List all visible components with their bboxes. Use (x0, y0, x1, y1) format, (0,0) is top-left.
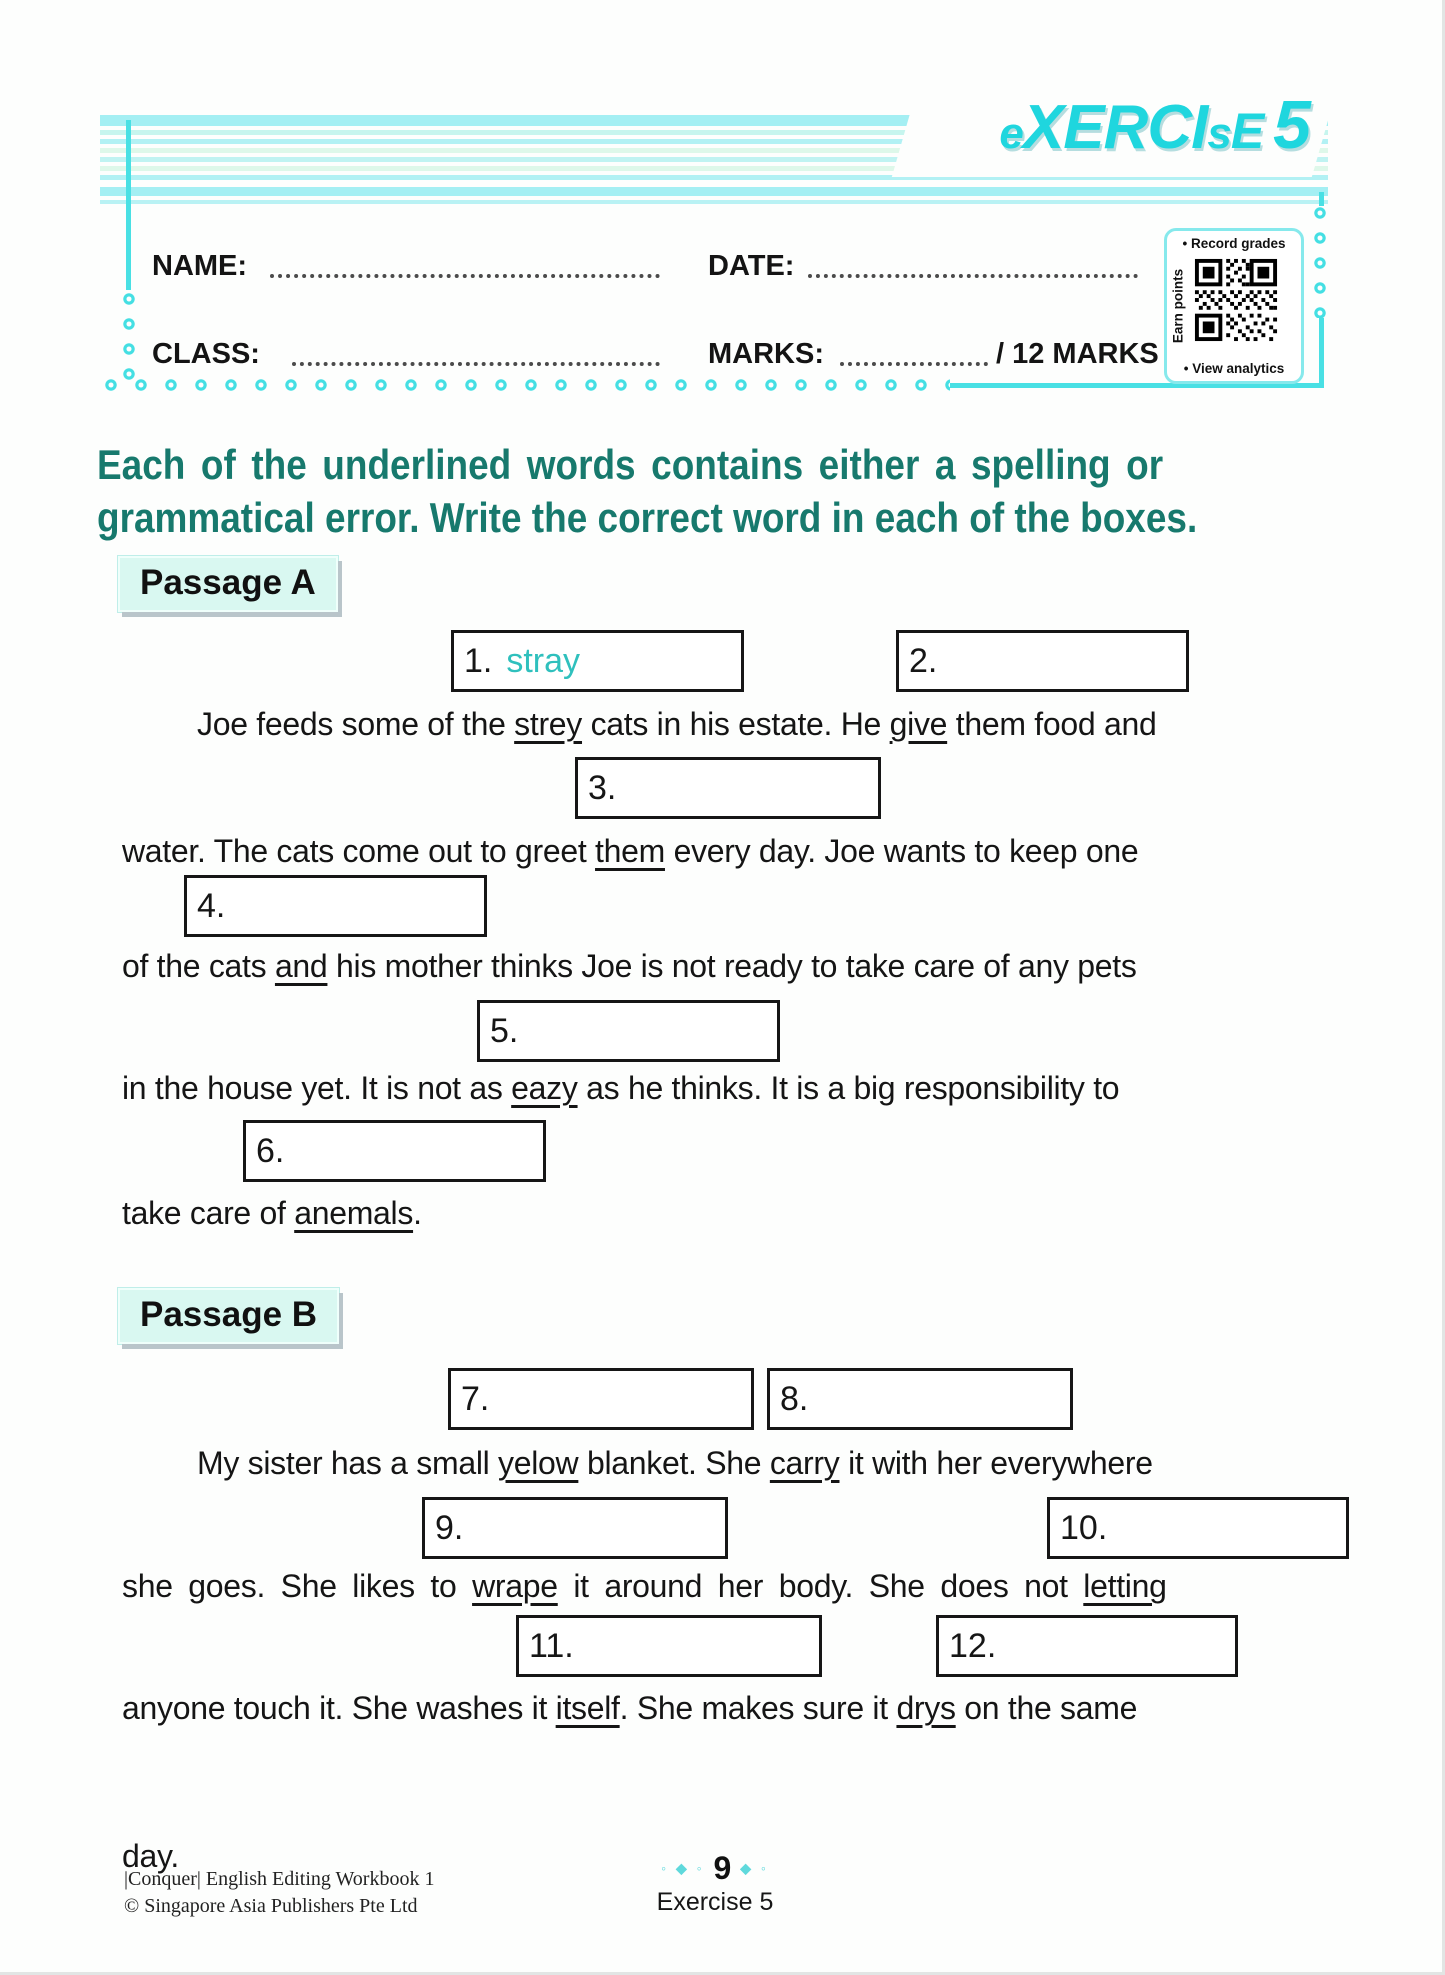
marks-fill-line[interactable] (840, 336, 988, 366)
marks-label: MARKS: (708, 338, 824, 370)
answer-box-6[interactable] (243, 1120, 546, 1182)
text-segment: water. The cats come out to greet (122, 833, 596, 869)
answer-box-number: 2. (909, 641, 938, 680)
answer-box-12[interactable] (936, 1615, 1238, 1677)
title-part: E (1230, 103, 1264, 159)
passage-a-line-1 (197, 706, 1156, 743)
footer-credits (124, 1866, 434, 1920)
answer-box-1[interactable] (451, 630, 744, 692)
frame-rings-bottom (104, 378, 950, 392)
passage-a-line-2 (122, 833, 1138, 870)
instructions (97, 438, 1197, 544)
answer-box-number: 7. (461, 1379, 490, 1418)
title-part: XERCI (1022, 93, 1208, 162)
passage-b-label: Passage B (118, 1288, 339, 1344)
qr-caption-record-grades: • Record grades (1182, 236, 1286, 251)
class-label: CLASS: (152, 338, 260, 370)
text-segment: anyone touch it. She washes it (122, 1690, 556, 1726)
misspelled-word: itself (555, 1690, 620, 1726)
footer-exercise-label: Exercise 5 (656, 1888, 774, 1916)
text-segment: she goes. She likes to (122, 1568, 473, 1604)
page-number-row (600, 1850, 830, 1887)
text-segment: blanket. She (578, 1445, 770, 1481)
frame-line-right-top (1319, 192, 1324, 206)
text-segment: My sister has a small (197, 1445, 499, 1481)
answer-box-number: 10. (1060, 1508, 1108, 1547)
text-segment: day. (122, 1838, 179, 1874)
footer-book-title: |Conquer| English Editing Workbook 1 (124, 1868, 435, 1890)
page-number: 9 (713, 1850, 732, 1886)
answer-box-number: 8. (780, 1379, 809, 1418)
page-title (910, 86, 1310, 164)
text-segment: Joe feeds some of the (197, 706, 515, 742)
text-segment: them food and (947, 706, 1157, 742)
answer-box-9[interactable] (422, 1497, 728, 1559)
misspelled-word: drys (896, 1690, 956, 1726)
answer-box-value: stray (506, 641, 581, 680)
answer-box-number: 4. (197, 886, 226, 925)
text-segment: take care of (122, 1195, 295, 1231)
passage-a-line-3 (122, 948, 1137, 985)
footer-copyright: © Singapore Asia Publishers Pte Ltd (124, 1895, 418, 1917)
answer-box-number: 5. (490, 1011, 519, 1050)
marks-total: / 12 MARKS (996, 338, 1159, 370)
title-part: s (1207, 109, 1231, 158)
answer-box-2[interactable] (896, 630, 1189, 692)
answer-box-8[interactable] (767, 1368, 1073, 1430)
flower-deco-icon: ◆ ◦ (740, 1860, 769, 1876)
answer-box-number: 12. (949, 1626, 997, 1665)
title-part: e (999, 109, 1023, 158)
instructions-line: grammatical error. Write the correct word in each of the boxes. (97, 494, 1198, 541)
text-segment: on the same (955, 1690, 1138, 1726)
misspelled-word: carry (769, 1445, 840, 1481)
frame-line-left (126, 120, 131, 290)
answer-box-10[interactable] (1047, 1497, 1349, 1559)
flower-deco-icon: ◦ ◆ ◦ (661, 1860, 705, 1876)
misspelled-word: and (274, 948, 328, 984)
title-number: 5 (1273, 87, 1310, 163)
answer-box-5[interactable] (477, 1000, 780, 1062)
misspelled-word: yelow (498, 1445, 579, 1481)
date-label: DATE: (708, 250, 795, 282)
passage-a-line-5 (122, 1195, 422, 1232)
text-segment: it with her everywhere (839, 1445, 1153, 1481)
answer-box-11[interactable] (516, 1615, 822, 1677)
misspelled-word: anemals (294, 1195, 414, 1231)
name-label: NAME: (152, 250, 248, 282)
instructions-line: Each of the underlined words contains either a spelling or (97, 441, 1164, 488)
frame-rings-right (1313, 206, 1327, 318)
date-fill-line[interactable] (808, 248, 1138, 278)
misspelled-word: letting (1083, 1568, 1167, 1604)
answer-box-number: 1. (464, 641, 493, 680)
misspelled-word: wrape (472, 1568, 558, 1604)
qr-caption-earn-points: Earn points (1170, 268, 1186, 344)
text-segment: cats in his estate. He (582, 706, 890, 742)
misspelled-word: give (889, 706, 948, 742)
passage-a-line-4 (122, 1070, 1119, 1107)
text-segment: of the cats (122, 948, 275, 984)
text-segment: as he thinks. It is a big responsibility to (577, 1070, 1120, 1106)
answer-box-number: 3. (588, 768, 617, 807)
frame-rings-left (122, 292, 136, 386)
passage-b-line-1 (197, 1445, 1153, 1482)
misspelled-word: strey (514, 706, 583, 742)
class-fill-line[interactable] (292, 336, 660, 366)
text-segment: in the house yet. It is not as (122, 1070, 512, 1106)
passage-b-line-3 (122, 1690, 1137, 1727)
passage-a-label: Passage A (118, 556, 338, 612)
answer-box-number: 6. (256, 1131, 285, 1170)
misspelled-word: eazy (511, 1070, 578, 1106)
answer-box-7[interactable] (448, 1368, 754, 1430)
qr-panel (1164, 228, 1304, 384)
text-segment: it around her body. She does not (557, 1568, 1084, 1604)
name-fill-line[interactable] (270, 248, 660, 278)
text-segment: every day. Joe wants to keep one (664, 833, 1139, 869)
qr-caption-view-analytics: • View analytics (1183, 361, 1285, 376)
answer-box-4[interactable] (184, 875, 487, 937)
answer-box-3[interactable] (575, 757, 881, 819)
answer-box-number: 11. (529, 1626, 574, 1665)
passage-b-line-2 (122, 1568, 1167, 1605)
answer-box-number: 9. (435, 1508, 464, 1547)
frame-line-right (1319, 318, 1324, 388)
text-segment: his mother thinks Joe is not ready to take care of any pets (327, 948, 1137, 984)
text-segment: . She makes sure it (619, 1690, 897, 1726)
qr-code (1193, 257, 1279, 343)
text-segment: . (413, 1195, 422, 1231)
misspelled-word: them (595, 833, 665, 869)
